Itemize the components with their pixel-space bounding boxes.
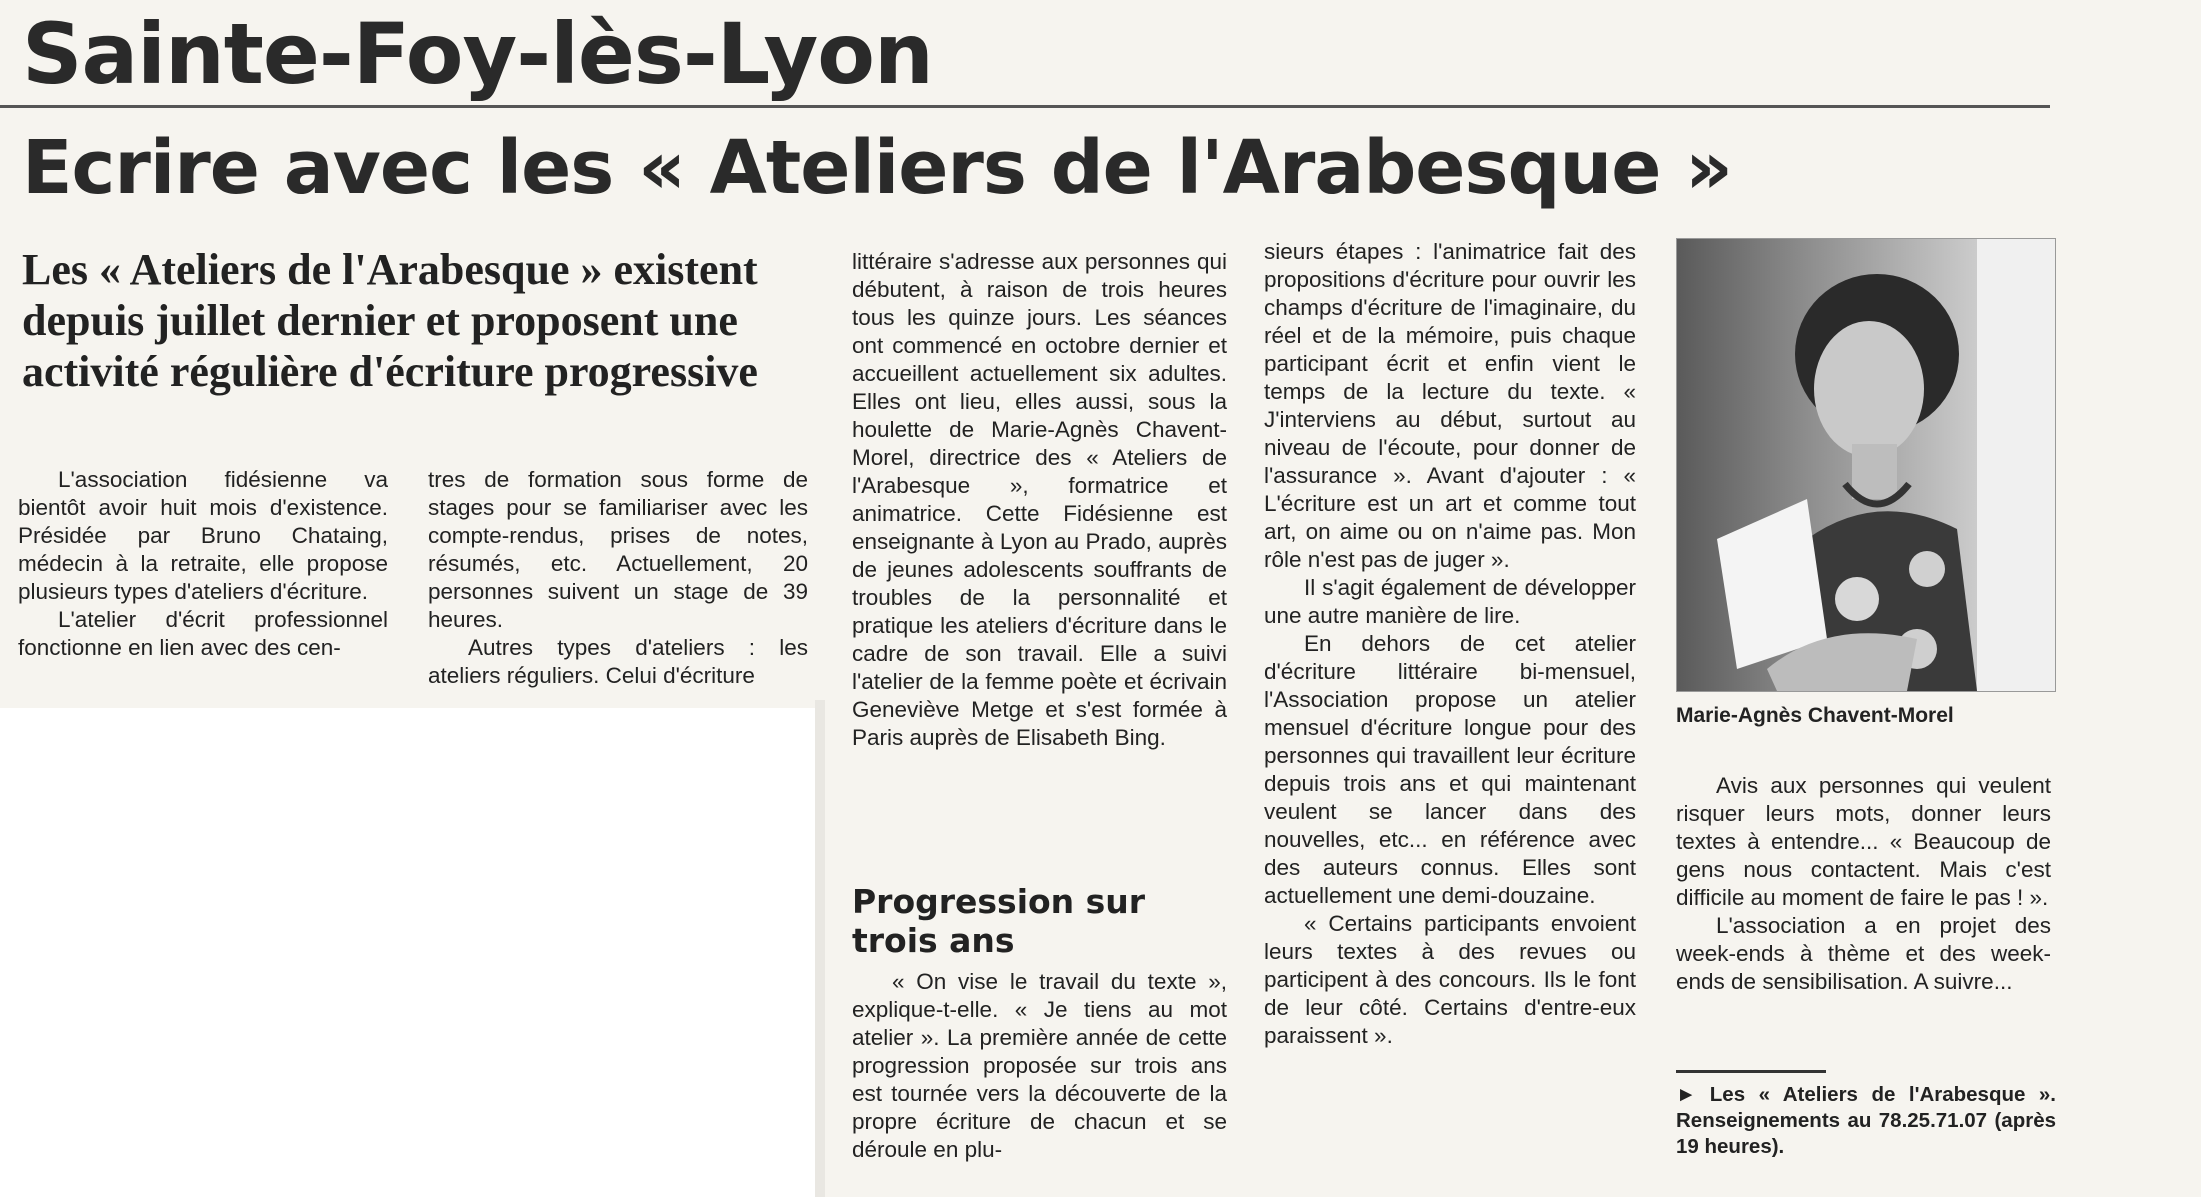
deck-subtitle: Les « Ateliers de l'Arabesque » existent depuis juillet dernier et proposent une activité régulière d'écriture progressive xyxy=(22,245,758,396)
portrait-image xyxy=(1677,239,2055,691)
paragraph: tres de formation sous forme de stages pour se familiariser avec les compte-rendus, prises de notes, résumés, etc. Actuellement, 20 personnes suivent un stage de 39 heures. xyxy=(428,467,808,632)
paragraph: L'association fidésienne va bientôt avoir huit mois d'existence. Présidée par Bruno Chataing, médecin à la retraite, elle propose plusieurs types d'ateliers d'écriture. xyxy=(18,467,388,604)
paragraph: Autres types d'ateliers : les ateliers réguliers. Celui d'écriture xyxy=(428,635,808,688)
photo-caption: Marie-Agnès Chavent-Morel xyxy=(1676,704,1954,727)
place-title: Sainte-Foy-lès-Lyon xyxy=(22,5,933,103)
portrait-photo xyxy=(1676,238,2056,692)
paragraph: Il s'agit également de développer une autre manière de lire. xyxy=(1264,575,1636,628)
info-rule xyxy=(1676,1070,1826,1073)
subheading: Progression sur trois ans xyxy=(852,882,1146,960)
column-5 xyxy=(1676,772,2051,996)
paragraph: L'association a en projet des week-ends à thème et des week-ends de sensibilisation. A suivre... xyxy=(1676,913,2051,994)
paragraph: sieurs étapes : l'animatrice fait des propositions d'écriture pour ouvrir les champs d'écriture de l'imaginaire, du réel et de la mémoire, puis chaque participant écrit et enfin vient le temps de la lecture du texte. « J'interviens au début, surtout au niveau de l'écoute, pour donner de l'assurance ». Avant d'ajouter : « L'écriture est un art et comme tout art, on aime ou on n'aime pas. Mon rôle n'est pas de juger ». xyxy=(1264,239,1636,572)
paragraph: « Certains participants envoient leurs textes à des revues ou participent à des concours. Ils le font de leur côté. Certains d'entre-eux paraissent ». xyxy=(1264,911,1636,1048)
column-4 xyxy=(1264,238,1636,1050)
column-3-continued xyxy=(852,968,1227,1164)
paragraph: En dehors de cet atelier d'écriture littéraire bi-mensuel, l'Association propose un atelier mensuel d'écriture longue pour des personnes qui travaillent leur écriture depuis trois ans et qui maintenant veulent se lancer dans des nouvelles, etc... en référence avec des auteurs connus. Elles sont actuellement une demi-douzaine. xyxy=(1264,631,1636,908)
paragraph: L'atelier d'écrit professionnel fonctionne en lien avec des cen- xyxy=(18,607,388,660)
column-1 xyxy=(18,466,388,662)
paragraph: Avis aux personnes qui veulent risquer leurs mots, donner leurs textes à entendre... « Beaucoup de gens nous contactent. Mais c'est difficile au moment de faire le pas ! ». xyxy=(1676,773,2051,910)
info-box: ► Les « Ateliers de l'Arabesque ». Renseignements au 78.25.71.07 (après 19 heures). xyxy=(1676,1083,2056,1158)
column-3 xyxy=(852,248,1227,752)
title-rule xyxy=(0,105,2050,108)
column-2 xyxy=(428,466,808,690)
clipping-edge xyxy=(815,700,825,1197)
paragraph: littéraire s'adresse aux personnes qui débutent, à raison de trois heures tous les quinze jours. Les séances ont commencé en octobre dernier et accueillent actuellement six adultes. Elles ont lieu, elles aussi, sous la houlette de Marie-Agnès Chavent-Morel, directrice des « Ateliers de l'Arabesque », formatrice et animatrice. Cette Fidésienne est enseignante à Lyon au Prado, auprès de jeunes adolescents souffrants de troubles de la personnalité et pratique les ateliers d'écriture dans le cadre de son travail. Elle a suivi l'atelier de la femme poète et écrivain Geneviève Metge et s'est formée à Paris auprès de Elisabeth Bing. xyxy=(852,249,1227,750)
headline: Ecrire avec les « Ateliers de l'Arabesque » xyxy=(22,125,1732,211)
paragraph: « On vise le travail du texte », explique-t-elle. « Je tiens au mot atelier ». La première année de cette progression proposée sur trois ans est tournée vers la découverte de la propre écriture de chacun et se déroule en plu- xyxy=(852,969,1227,1162)
